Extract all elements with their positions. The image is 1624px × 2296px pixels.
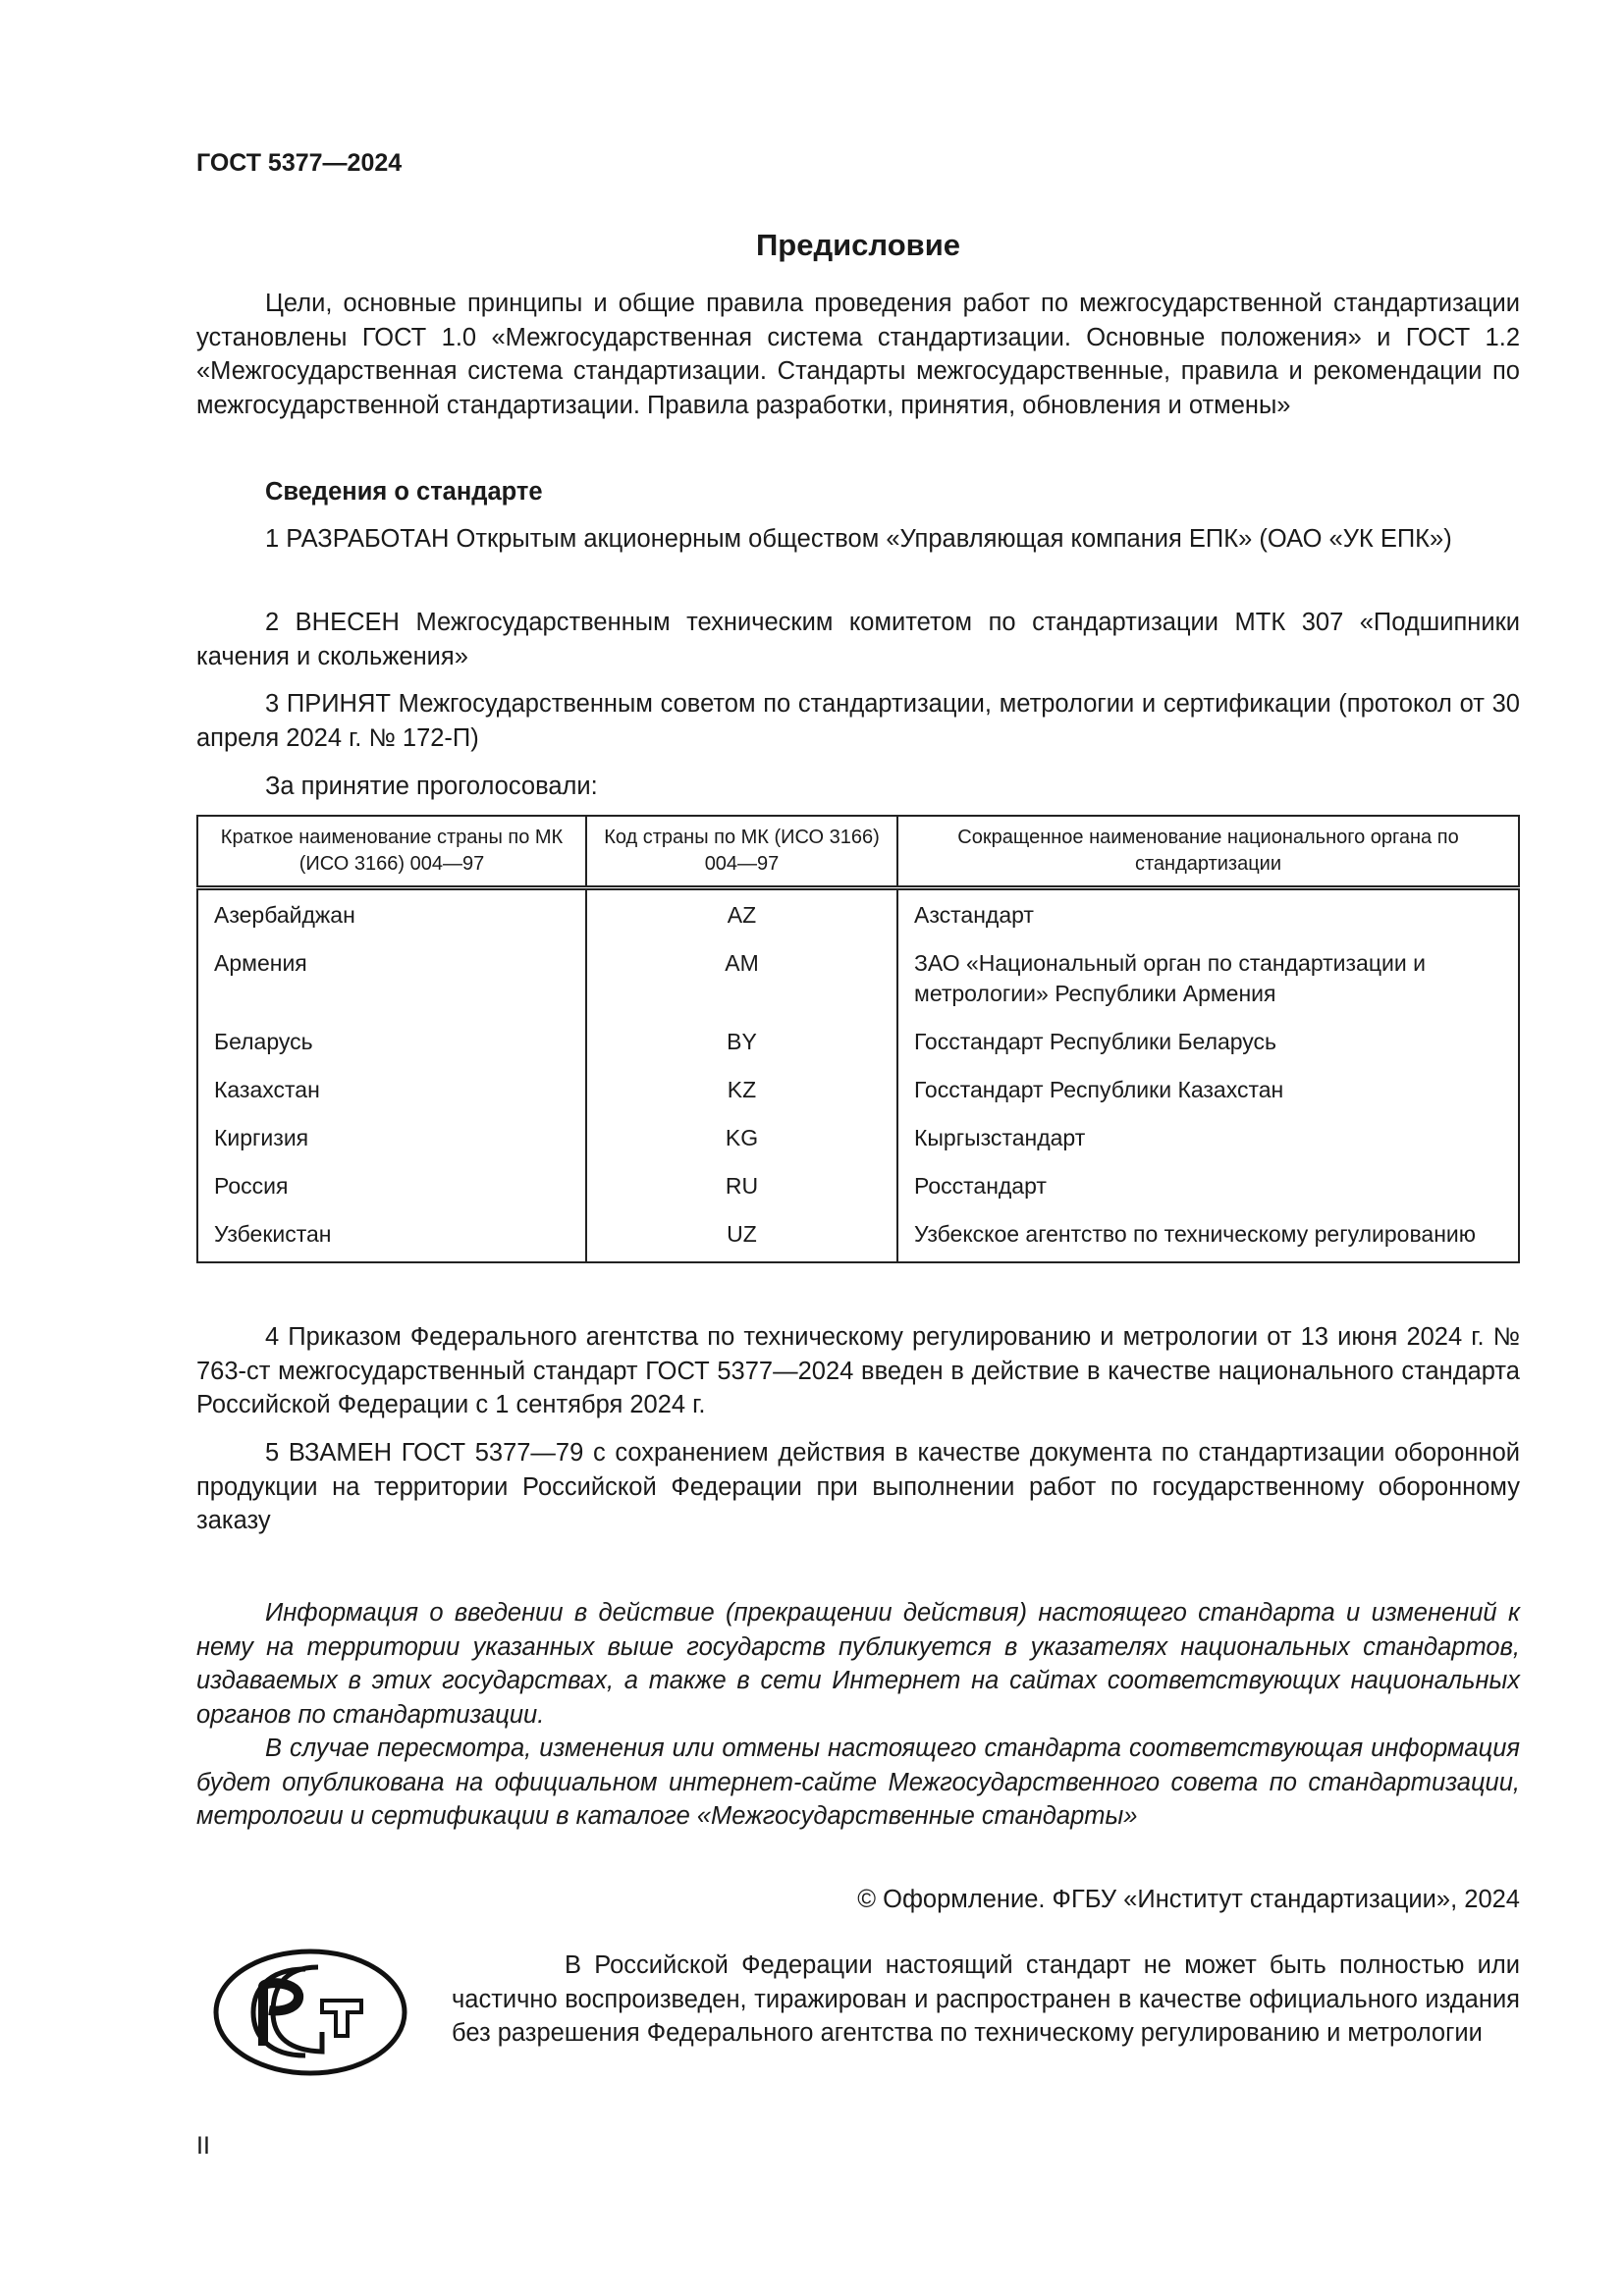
column-header-body: Сокращенное наименование национального органа по стандартизации [897, 816, 1519, 888]
table-row [197, 1213, 1519, 1262]
cell-country: Казахстан [197, 1069, 586, 1117]
cell-country: Узбекистан [197, 1213, 586, 1262]
cell-code: UZ [586, 1213, 897, 1262]
cell-country: Азербайджан [197, 888, 586, 943]
cell-body: Азстандарт [897, 888, 1519, 943]
cell-body: Госстандарт Республики Казахстан [897, 1069, 1519, 1117]
cell-country: Беларусь [197, 1021, 586, 1069]
item-3: 3 ПРИНЯТ Межгосударственным советом по стандартизации, метрологии и сертификации (протокол от 30 апреля 2024 г. № 172-П) [196, 690, 1520, 752]
voted-label: За принятие проголосовали: [265, 773, 598, 800]
cell-country: Киргизия [197, 1117, 586, 1165]
table-row [197, 942, 1519, 1021]
cell-code: AM [586, 942, 897, 1021]
table-row [197, 1069, 1519, 1117]
cell-country: Армения [197, 942, 586, 1021]
notice-paragraph-2: В случае пересмотра, изменения или отмены настоящего стандарта соответствующая информация будет опубликована на официальном интернет-сайте Межгосударственного совета по стандартизации, метрологии и сертификации в каталоге «Межгосударственные стандарты» [196, 1735, 1520, 1830]
item-1: 1 РАЗРАБОТАН Открытым акционерным обществом «Управляющая компания ЕПК» (ОАО «УК ЕПК») [265, 525, 1452, 553]
item-2: 2 ВНЕСЕН Межгосударственным техническим комитетом по стандартизации МТК 307 «Подшипники качения и скольжения» [196, 609, 1520, 670]
cell-body: Госстандарт Республики Беларусь [897, 1021, 1519, 1069]
rights-notice: В Российской Федерации настоящий стандарт не может быть полностью или частично воспроизведен, тиражирован и распространен в качестве официального издания без разрешения Федерального агентства по техническому регулированию и метрологии [452, 1951, 1520, 2047]
column-header-code: Код страны по МК (ИСО 3166) 004—97 [586, 816, 897, 888]
table-row [197, 888, 1519, 943]
cell-code: BY [586, 1021, 897, 1069]
cell-body: Росстандарт [897, 1165, 1519, 1213]
page-title: Предисловие [755, 228, 960, 262]
page-number: II [196, 2132, 210, 2160]
cell-code: KG [586, 1117, 897, 1165]
cell-body: Кыргызстандарт [897, 1117, 1519, 1165]
table-row [197, 1117, 1519, 1165]
cell-body: ЗАО «Национальный орган по стандартизации и метрологии» Республики Армения [897, 942, 1519, 1021]
table-row [197, 1165, 1519, 1213]
intro-paragraph: Цели, основные принципы и общие правила проведения работ по межгосударственной стандартизации установлены ГОСТ 1.0 «Межгосударственная система стандартизации. Основные положения» и ГОСТ 1.2 «Межгосударственная система стандартизации. Стандарты межгосударственные, правила и рекомендации по межгосударственной стандартизации. Правила разработки, принятия, обновления и отмены» [196, 290, 1520, 419]
cell-country: Россия [197, 1165, 586, 1213]
item-5: 5 ВЗАМЕН ГОСТ 5377—79 с сохранением действия в качестве документа по стандартизации оборонной продукции на территории Российской Федерации при выполнении работ по государственному оборонному заказу [196, 1439, 1520, 1534]
cell-code: RU [586, 1165, 897, 1213]
cell-code: AZ [586, 888, 897, 943]
cell-code: KZ [586, 1069, 897, 1117]
section-title: Сведения о стандарте [265, 478, 543, 506]
table-row [197, 1021, 1519, 1069]
cell-body: Узбекское агентство по техническому регулированию [897, 1213, 1519, 1262]
item-4: 4 Приказом Федерального агентства по техническому регулированию и метрологии от 13 июня 2024 г. № 763-ст межгосударственный стандарт ГОСТ 5377—2024 введен в действие в качестве национального стандарта Российской Федерации с 1 сентября 2024 г. [196, 1323, 1520, 1418]
column-header-country: Краткое наименование страны по МК (ИСО 3166) 004—97 [197, 816, 586, 888]
notice-paragraph-1: Информация о введении в действие (прекращении действия) настоящего стандарта и изменений к нему на территории указанных выше государств публикуется в указателях национальных стандартов, издаваемых в этих государствах, а также в сети Интернет на сайтах соответствующих национальных органов по стандартизации. [196, 1599, 1520, 1729]
gost-r-logo-icon [212, 1948, 408, 2082]
copyright: © Оформление. ФГБУ «Институт стандартизации», 2024 [857, 1886, 1520, 1913]
document-id: ГОСТ 5377—2024 [196, 149, 403, 177]
voting-table [196, 815, 1520, 1263]
